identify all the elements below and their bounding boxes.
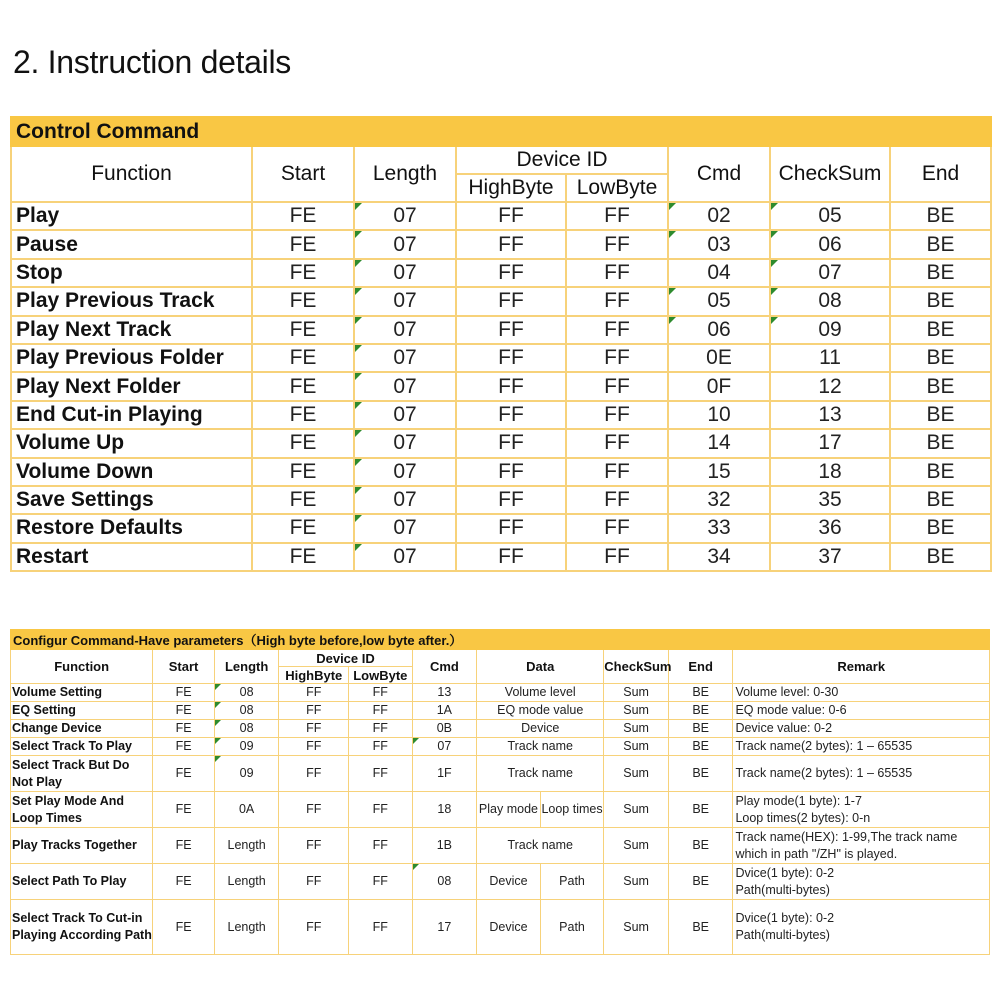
length-cell: 07 [354, 458, 456, 486]
cmd-cell: 33 [668, 514, 770, 542]
function-cell: Play Tracks Together [11, 828, 153, 864]
checksum-cell: 18 [770, 458, 890, 486]
end-cell: BE [890, 230, 991, 258]
length-cell: 07 [354, 429, 456, 457]
function-cell: Play Previous Track [11, 287, 252, 315]
highbyte-cell: FF [279, 756, 349, 792]
function-cell: Play Next Track [11, 316, 252, 344]
table-row [11, 738, 990, 756]
data-cell: Device [477, 720, 604, 738]
length-cell: 07 [354, 401, 456, 429]
length-cell: 08 [214, 720, 279, 738]
remark-cell [733, 828, 990, 864]
start-cell: FE [252, 372, 354, 400]
header-lowbyte: LowByte [349, 667, 413, 684]
highbyte-cell: FF [279, 738, 349, 756]
header-highbyte: HighByte [456, 174, 566, 202]
function-cell: Set Play Mode And Loop Times [11, 792, 153, 828]
checksum-cell: 12 [770, 372, 890, 400]
length-cell: Length [214, 900, 279, 955]
start-cell: FE [153, 900, 215, 955]
remark-line: Dvice(1 byte): 0-2 [735, 911, 835, 925]
function-cell: Select Track To Cut-in Playing According Path [11, 900, 153, 955]
start-cell: FE [252, 514, 354, 542]
start-cell: FE [252, 401, 354, 429]
checksum-cell: 36 [770, 514, 890, 542]
lowbyte-cell: FF [566, 514, 668, 542]
checksum-cell: 06 [770, 230, 890, 258]
lowbyte-cell: FF [349, 684, 413, 702]
config-command-band: Configur Command-Have parameters（High byte before,low byte after.） [11, 630, 990, 650]
end-cell: BE [668, 828, 733, 864]
function-cell: EQ Setting [11, 702, 153, 720]
highbyte-cell: FF [456, 202, 566, 230]
end-cell: BE [890, 486, 991, 514]
data-cell: Track name [477, 756, 604, 792]
header-device-id: Device ID [456, 146, 668, 174]
lowbyte-cell: FF [566, 401, 668, 429]
table-row [11, 458, 991, 486]
checksum-cell: 13 [770, 401, 890, 429]
remark-cell [733, 720, 990, 738]
header-checksum: CheckSum [604, 650, 669, 684]
remark-line: Track name(2 bytes): 1 – 65535 [735, 766, 913, 780]
function-cell: Select Path To Play [11, 864, 153, 900]
start-cell: FE [252, 344, 354, 372]
function-cell: Save Settings [11, 486, 252, 514]
end-cell: BE [890, 458, 991, 486]
lowbyte-cell: FF [349, 738, 413, 756]
header-highbyte: HighByte [279, 667, 349, 684]
length-cell: 07 [354, 514, 456, 542]
start-cell: FE [153, 684, 215, 702]
header-device-id: Device ID [279, 650, 412, 667]
remark-cell [733, 864, 990, 900]
checksum-cell: Sum [604, 756, 669, 792]
start-cell: FE [153, 864, 215, 900]
table-row [11, 316, 991, 344]
start-cell: FE [153, 702, 215, 720]
length-cell: 07 [354, 372, 456, 400]
remark-line: Dvice(1 byte): 0-2 [735, 865, 835, 880]
lowbyte-cell: FF [566, 458, 668, 486]
table-row [11, 202, 991, 230]
checksum-cell: 35 [770, 486, 890, 514]
highbyte-cell: FF [456, 316, 566, 344]
end-cell: BE [890, 344, 991, 372]
remark-cell [733, 684, 990, 702]
length-cell: 07 [354, 316, 456, 344]
header-function: Function [11, 146, 252, 202]
highbyte-cell: FF [456, 287, 566, 315]
function-cell: Volume Up [11, 429, 252, 457]
end-cell: BE [890, 372, 991, 400]
header-end: End [668, 650, 733, 684]
start-cell: FE [252, 486, 354, 514]
header-function: Function [11, 650, 153, 684]
remark-line: Track name(HEX): 1-99,The track name [735, 829, 958, 844]
start-cell: FE [252, 429, 354, 457]
length-cell: 08 [214, 702, 279, 720]
table-row [11, 259, 991, 287]
data-cell: Volume level [477, 684, 604, 702]
function-cell: Play Previous Folder [11, 344, 252, 372]
cmd-cell: 32 [668, 486, 770, 514]
end-cell: BE [890, 259, 991, 287]
highbyte-cell: FF [456, 344, 566, 372]
lowbyte-cell: FF [349, 900, 413, 955]
lowbyte-cell: FF [349, 864, 413, 900]
table-row [11, 486, 991, 514]
cmd-cell: 14 [668, 429, 770, 457]
table-row [11, 230, 991, 258]
highbyte-cell: FF [456, 543, 566, 571]
lowbyte-cell: FF [349, 702, 413, 720]
end-cell: BE [890, 429, 991, 457]
table-row [11, 429, 991, 457]
table-row [11, 401, 991, 429]
cmd-cell: 03 [668, 230, 770, 258]
checksum-cell: Sum [604, 828, 669, 864]
remark-line: which in path "/ZH" is played. [735, 846, 898, 861]
cmd-cell: 0B [412, 720, 477, 738]
function-cell: Volume Setting [11, 684, 153, 702]
lowbyte-cell: FF [566, 316, 668, 344]
cmd-cell: 07 [412, 738, 477, 756]
length-cell: 07 [354, 486, 456, 514]
remark-cell [733, 756, 990, 792]
start-cell: FE [153, 792, 215, 828]
header-end: End [890, 146, 991, 202]
end-cell: BE [890, 287, 991, 315]
cmd-cell: 1A [412, 702, 477, 720]
highbyte-cell: FF [456, 514, 566, 542]
checksum-cell: 37 [770, 543, 890, 571]
highbyte-cell: FF [456, 401, 566, 429]
function-cell: Restore Defaults [11, 514, 252, 542]
highbyte-cell: FF [456, 486, 566, 514]
highbyte-cell: FF [456, 372, 566, 400]
start-cell: FE [252, 543, 354, 571]
cmd-cell: 13 [412, 684, 477, 702]
remark-line: Volume level: 0-30 [735, 685, 839, 699]
cmd-cell: 1F [412, 756, 477, 792]
table-row [11, 684, 990, 702]
checksum-cell: 11 [770, 344, 890, 372]
header-data: Data [477, 650, 604, 684]
end-cell: BE [668, 900, 733, 955]
checksum-cell: 08 [770, 287, 890, 315]
function-cell: Volume Down [11, 458, 252, 486]
lowbyte-cell: FF [566, 543, 668, 571]
length-cell: 08 [214, 684, 279, 702]
end-cell: BE [890, 514, 991, 542]
function-cell: End Cut-in Playing [11, 401, 252, 429]
cmd-cell: 10 [668, 401, 770, 429]
highbyte-cell: FF [279, 864, 349, 900]
highbyte-cell: FF [456, 259, 566, 287]
length-cell: Length [214, 864, 279, 900]
data-cell: EQ mode value [477, 702, 604, 720]
end-cell: BE [668, 720, 733, 738]
end-cell: BE [890, 543, 991, 571]
length-cell: 07 [354, 259, 456, 287]
cmd-cell: 15 [668, 458, 770, 486]
remark-line: Loop times(2 bytes): 0-n [735, 810, 871, 825]
checksum-cell: Sum [604, 684, 669, 702]
lowbyte-cell: FF [566, 344, 668, 372]
highbyte-cell: FF [456, 429, 566, 457]
checksum-cell: Sum [604, 738, 669, 756]
function-cell: Play Next Folder [11, 372, 252, 400]
highbyte-cell: FF [279, 720, 349, 738]
cmd-cell: 02 [668, 202, 770, 230]
remark-line: EQ mode value: 0-6 [735, 703, 847, 717]
table-row [11, 828, 990, 864]
cmd-cell: 34 [668, 543, 770, 571]
start-cell: FE [252, 230, 354, 258]
lowbyte-cell: FF [349, 792, 413, 828]
lowbyte-cell: FF [566, 486, 668, 514]
function-cell: Select Track To Play [11, 738, 153, 756]
length-cell: 0A [214, 792, 279, 828]
length-cell: 07 [354, 344, 456, 372]
checksum-cell: Sum [604, 720, 669, 738]
header-cmd: Cmd [668, 146, 770, 202]
table-row [11, 900, 990, 955]
length-cell: 07 [354, 543, 456, 571]
function-cell: Stop [11, 259, 252, 287]
header-lowbyte: LowByte [566, 174, 668, 202]
end-cell: BE [668, 792, 733, 828]
data-cell-a: Play mode [477, 792, 541, 828]
cmd-cell: 06 [668, 316, 770, 344]
length-cell: 09 [214, 756, 279, 792]
header-cmd: Cmd [412, 650, 477, 684]
remark-line: Path(multi-bytes) [735, 882, 830, 897]
cmd-cell: 0E [668, 344, 770, 372]
page-title: 2. Instruction details [13, 44, 291, 80]
lowbyte-cell: FF [566, 230, 668, 258]
highbyte-cell: FF [279, 828, 349, 864]
checksum-cell: 17 [770, 429, 890, 457]
function-cell: Select Track But Do Not Play [11, 756, 153, 792]
length-cell: 07 [354, 202, 456, 230]
end-cell: BE [668, 864, 733, 900]
data-cell-b: Loop times [540, 792, 604, 828]
cmd-cell: 05 [668, 287, 770, 315]
checksum-cell: 05 [770, 202, 890, 230]
table-row [11, 702, 990, 720]
length-cell: 09 [214, 738, 279, 756]
start-cell: FE [252, 287, 354, 315]
data-cell: Track name [477, 738, 604, 756]
header-checksum: CheckSum [770, 146, 890, 202]
highbyte-cell: FF [279, 702, 349, 720]
header-start: Start [252, 146, 354, 202]
checksum-cell: Sum [604, 900, 669, 955]
remark-cell [733, 900, 990, 955]
end-cell: BE [890, 202, 991, 230]
highbyte-cell: FF [279, 684, 349, 702]
start-cell: FE [252, 202, 354, 230]
end-cell: BE [668, 756, 733, 792]
end-cell: BE [890, 316, 991, 344]
start-cell: FE [153, 828, 215, 864]
start-cell: FE [252, 458, 354, 486]
length-cell: 07 [354, 287, 456, 315]
cmd-cell: 08 [412, 864, 477, 900]
lowbyte-cell: FF [566, 287, 668, 315]
control-command-band: Control Command [11, 117, 991, 146]
checksum-cell: Sum [604, 864, 669, 900]
function-cell: Pause [11, 230, 252, 258]
table-row [11, 792, 990, 828]
checksum-cell: 09 [770, 316, 890, 344]
checksum-cell: Sum [604, 792, 669, 828]
start-cell: FE [153, 720, 215, 738]
start-cell: FE [153, 738, 215, 756]
table-row [11, 756, 990, 792]
data-cell-a: Device [477, 900, 541, 955]
checksum-cell: 07 [770, 259, 890, 287]
table-row [11, 514, 991, 542]
remark-cell [733, 738, 990, 756]
header-length: Length [354, 146, 456, 202]
cmd-cell: 1B [412, 828, 477, 864]
start-cell: FE [252, 259, 354, 287]
cmd-cell: 04 [668, 259, 770, 287]
lowbyte-cell: FF [566, 372, 668, 400]
cmd-cell: 17 [412, 900, 477, 955]
cmd-cell: 18 [412, 792, 477, 828]
function-cell: Play [11, 202, 252, 230]
data-cell-b: Path [540, 864, 604, 900]
cmd-cell: 0F [668, 372, 770, 400]
remark-line: Device value: 0-2 [735, 721, 833, 735]
highbyte-cell: FF [279, 900, 349, 955]
start-cell: FE [153, 756, 215, 792]
remark-line: Path(multi-bytes) [735, 928, 830, 942]
lowbyte-cell: FF [349, 756, 413, 792]
checksum-cell: Sum [604, 702, 669, 720]
table-row [11, 543, 991, 571]
end-cell: BE [890, 401, 991, 429]
highbyte-cell: FF [456, 458, 566, 486]
start-cell: FE [252, 316, 354, 344]
function-cell: Change Device [11, 720, 153, 738]
header-remark: Remark [733, 650, 990, 684]
remark-cell [733, 702, 990, 720]
control-command-table [10, 116, 992, 572]
length-cell: Length [214, 828, 279, 864]
table-row [11, 287, 991, 315]
function-cell: Restart [11, 543, 252, 571]
config-command-table [10, 629, 990, 955]
header-start: Start [153, 650, 215, 684]
remark-line: Play mode(1 byte): 1-7 [735, 793, 862, 808]
lowbyte-cell: FF [349, 828, 413, 864]
data-cell: Track name [477, 828, 604, 864]
lowbyte-cell: FF [349, 720, 413, 738]
end-cell: BE [668, 702, 733, 720]
length-cell: 07 [354, 230, 456, 258]
highbyte-cell: FF [279, 792, 349, 828]
lowbyte-cell: FF [566, 429, 668, 457]
highbyte-cell: FF [456, 230, 566, 258]
table-row [11, 720, 990, 738]
data-cell-a: Device [477, 864, 541, 900]
data-cell-b: Path [540, 900, 604, 955]
end-cell: BE [668, 684, 733, 702]
table-row [11, 372, 991, 400]
table-row [11, 864, 990, 900]
table-row [11, 344, 991, 372]
lowbyte-cell: FF [566, 202, 668, 230]
lowbyte-cell: FF [566, 259, 668, 287]
end-cell: BE [668, 738, 733, 756]
header-length: Length [214, 650, 279, 684]
remark-cell [733, 792, 990, 828]
remark-line: Track name(2 bytes): 1 – 65535 [735, 739, 913, 753]
